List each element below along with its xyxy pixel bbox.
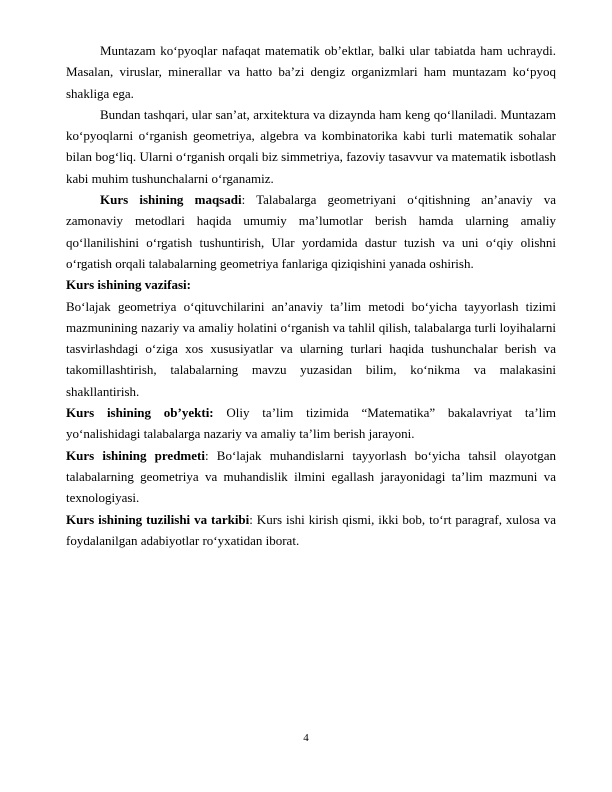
course-goal-label: Kurs ishining maqsadi	[100, 192, 242, 208]
paragraph-course-subject	[66, 445, 556, 509]
course-object-label: Kurs ishining ob’yekti:	[66, 405, 214, 421]
paragraph-course-structure	[66, 509, 556, 552]
document-page	[66, 40, 556, 551]
page-number: 4	[303, 732, 309, 744]
course-subject-label: Kurs ishining predmeti	[66, 447, 205, 463]
course-tasks-text: Bo‘lajak geometriya o‘qituvchilarini an’anaviy ta’lim metodi bo‘yicha tayyorlash tizimi mazmunining nazariy va amaliy holatini o‘rganish va tahlil qilish, talabalarga turli loyihalarni tasvirlashdagi o‘ziga xos xususiyatlar va ularning turlari haqida tushunchalar berish va takomillashtirish, talabalarning mavzu yuzasidan bilim, ko‘nikma va malakasini shakllantirish.	[66, 298, 556, 399]
paragraph-course-object	[66, 402, 556, 445]
course-structure-label: Kurs ishining tuzilishi va tarkibi	[66, 511, 250, 527]
paragraph-polyhedra-applications: Bundan tashqari, ular sanʼat, arxitektura va dizaynda ham keng qoʻllaniladi. Muntazam koʻpyoqlarni oʻrganish geometriya, algebra va kombinatorika kabi turli matematik sohalar bilan bogʻliq. Ularni oʻrganish orqali biz simmetriya, fazoviy tasavvur va matematik isbotlash kabi muhim tushunchalarni oʻrganamiz.	[66, 106, 556, 186]
course-object-text: Oliy ta’lim tizimida “Matematika” bakalavriyat ta’lim yo‘nalishidagi talabalarga nazariy va amaliy ta’lim berish jarayoni.	[66, 405, 556, 442]
paragraph-course-goal	[66, 189, 556, 274]
course-tasks-heading: Kurs ishining vazifasi:	[66, 277, 191, 293]
course-goal-text: : Talabalarga geometriyani o‘qitishning an’anaviy va zamonaviy metodlari haqida umumiy ma’lumotlar berish hamda ularning amaliy qo‘llanilishini o‘rgatish tushuntirish, Ular yordamida dastur tuzish va uni o‘qiy olishni o‘rgatish orqali talabalarning geometriya fanlariga qiziqishini yanada oshirish.	[66, 192, 556, 271]
course-structure-text: : Kurs ishi kirish qismi, ikki bob, to‘rt paragraf, xulosa va foydalanilgan adabiyotlar ro‘yxatidan iborat.	[66, 511, 556, 548]
paragraph-polyhedra-nature: Muntazam koʻpyoqlar nafaqat matematik obʼektlar, balki ular tabiatda ham uchraydi. Masalan, viruslar, minerallar va hatto baʼzi dengiz organizmlari ham muntazam koʻpyoq shakliga ega.	[66, 43, 556, 101]
course-subject-text: : Bo‘lajak muhandislarni tayyorlash bo‘yicha tahsil olayotgan talabalarning geometriya va muhandislik ilmini egallash jarayonidagi ta’lim mazmuni va texnologiyasi.	[66, 447, 556, 506]
